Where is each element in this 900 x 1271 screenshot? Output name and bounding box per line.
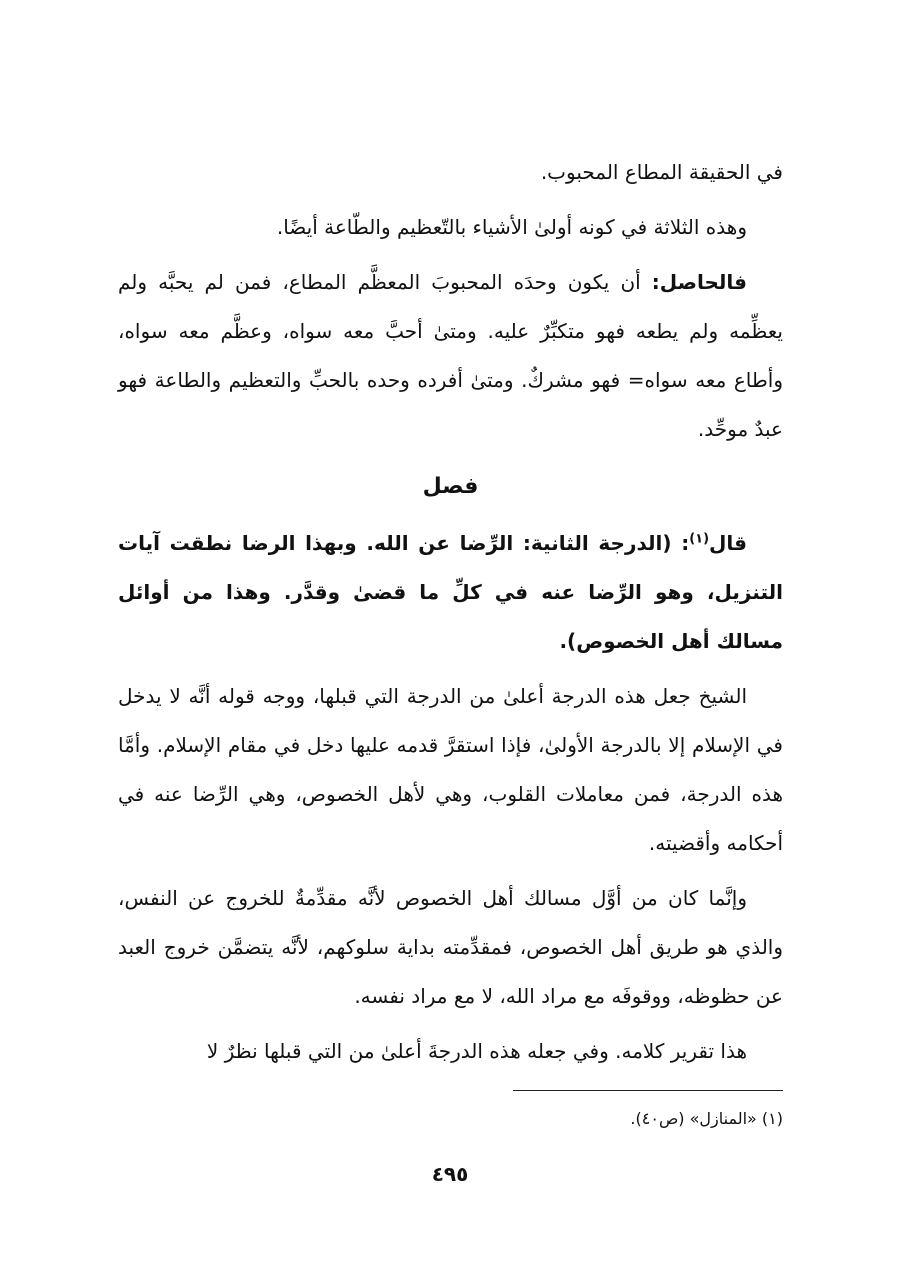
paragraph-sheikh-degree: الشيخ جعل هذه الدرجة أعلىٰ من الدرجة التي قبلها، ووجه قوله أنَّه لا يدخل في الإسلام إلا بالدرجة الأولىٰ، فإذا استقرَّ قدمه عليها دخل في مقام الإسلام. وأمَّا هذه الدرجة، فمن معاملات القلوب، وهي لأهل الخصوص، وهي الرِّضا عنه في أحكامه وأقضيته. (118, 684, 783, 855)
conclusion-lead: فالحاصل: (651, 270, 747, 294)
paragraph-quote (118, 519, 783, 666)
paragraph-three-matters: وهذه الثلاثة في كونه أولىٰ الأشياء بالتّعظيم والطّاعة أيضًا. (276, 215, 747, 239)
paragraph-conclusion (118, 258, 783, 454)
footnote-text: «المنازل» (ص٤٠). (630, 1109, 757, 1128)
page-number: ٤٩٥ (431, 1162, 469, 1186)
paragraph-continuation: في الحقيقة المطاع المحبوب. (540, 160, 783, 184)
footnote-reference[interactable]: (١) (689, 531, 710, 547)
footnote-number: (١) (761, 1109, 783, 1128)
conclusion-text: أن يكون وحدَه المحبوبَ المعظَّم المطاع، فمن لم يحبَّه ولم يعظِّمه ولم يطعه فهو متكبِّرٌ عليه. ومتىٰ أحبَّ معه سواه، وعظَّم معه سواه، وأطاع معه سواه= فهو مشركٌ. ومتىٰ أفرده وحده بالحبِّ والتعظيم والطاعة فهو عبدٌ موحِّد. (118, 270, 783, 441)
footnote (283, 1106, 783, 1132)
quote-text: : (الدرجة الثانية: الرِّضا عن الله. وبهذا الرضا نطقت آيات التنزيل، وهو الرِّضا عنه في كلِّ ما قضىٰ وقدَّر. وهذا من أوائل مسالك أهل الخصوص). (118, 531, 783, 653)
page-body (118, 148, 783, 1082)
footnote-divider (513, 1090, 783, 1091)
paragraph-evaluation: هذا تقرير كلامه. وفي جعله هذه الدرجةَ أعلىٰ من التي قبلها نظرٌ لا (206, 1039, 747, 1063)
section-heading: فصل (422, 474, 479, 499)
paragraph-first-path: وإنَّما كان من أوَّل مسالك أهل الخصوص لأنَّه مقدِّمةٌ للخروج عن النفس، والذي هو طريق أهل الخصوص، فمقدِّمته بداية سلوكهم، لأنَّه يتضمَّن خروج العبد عن حظوظه، ووقوفَه مع مراد الله، لا مع مراد نفسه. (118, 886, 783, 1008)
quote-lead: قال (709, 531, 747, 555)
